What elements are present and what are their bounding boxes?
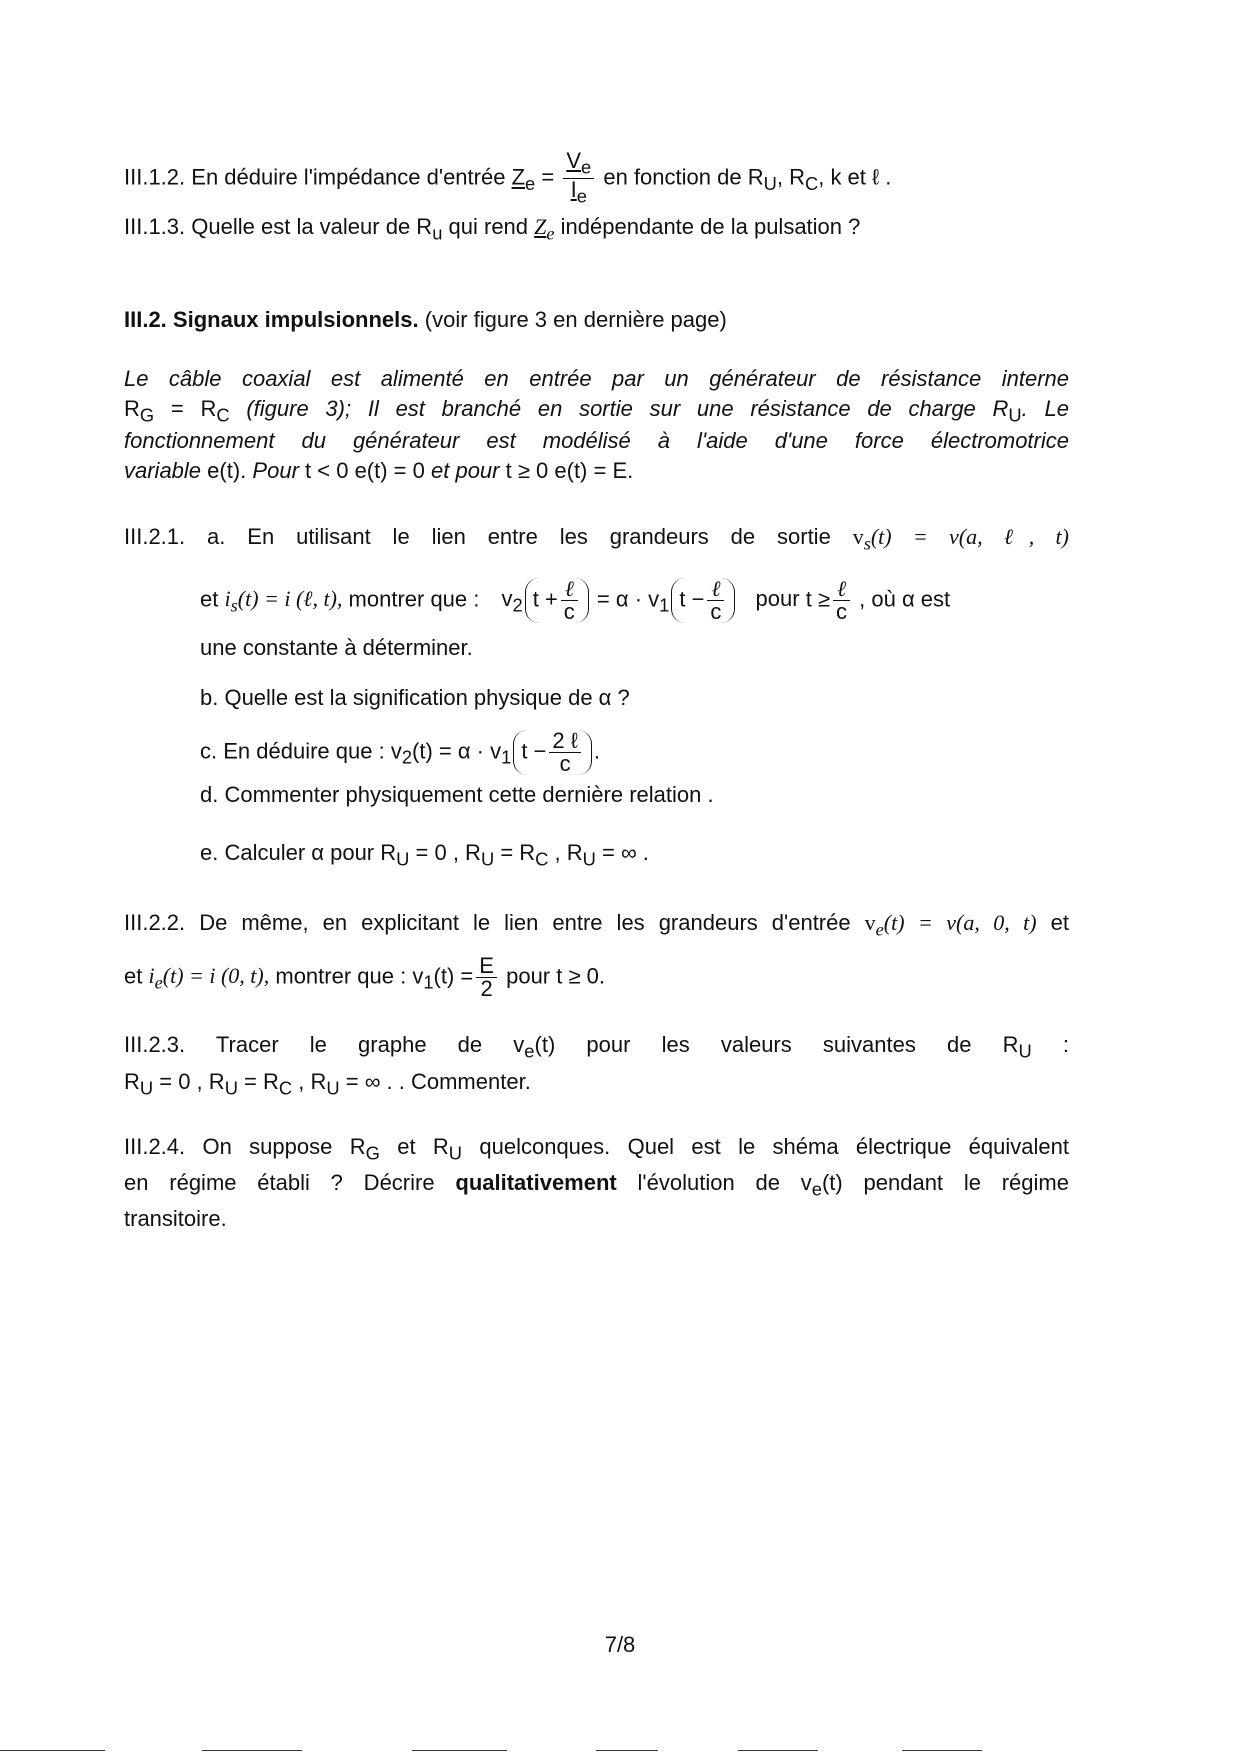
question-1-3 [124,212,860,248]
question-2-1-b [200,683,630,713]
question-text: Quelle est la valeur de R [191,214,433,239]
question-label: III.2.2. [124,910,186,935]
symbol: v [412,963,424,989]
section-label: III.2. [124,307,167,332]
question-text: et [124,963,143,989]
bottom-rule [596,1750,658,1751]
section-heading [124,305,727,335]
subscript: u [432,222,443,244]
symbol: = 0 , R [153,1069,225,1094]
question-text: Commenter. [410,1069,531,1094]
intro-text: Pour [252,458,299,483]
intro-text: . Le [1021,396,1069,421]
equation: (t) = i (ℓ, t), [237,586,343,612]
question-2-4-line-2 [124,1168,1069,1204]
symbol: = R [154,396,217,421]
numerator: ℓ [833,578,850,601]
question-text: Tracer le graphe de [215,1032,483,1057]
numerator: E [476,955,497,978]
symbol: , R [292,1069,327,1094]
question-text: et R [397,1134,449,1159]
paren-group [513,730,592,775]
subscript: G [139,404,155,426]
intro-line-1 [124,364,1069,394]
question-label: III.1.3. [124,214,186,239]
symbol: R [124,396,140,421]
condition: t ≥ 0. [556,963,606,989]
intro-text: fonctionnement du générateur est modélisé à l'aide d'une force électromotrice [124,428,1069,453]
emphasis-text: qualitativement [455,1170,617,1195]
question-text: , k et ℓ . [818,164,892,190]
question-label: III.2.4. [124,1134,186,1159]
subscript: U [139,1077,154,1099]
question-text: pour [506,963,551,989]
question-text: , où α est [859,586,951,612]
symbol: (t) [821,1170,843,1195]
symbol: v [513,1032,525,1057]
item-label: a. [207,524,226,549]
question-text: pour [755,586,800,612]
impedance-symbol: Z [511,164,526,190]
subscript: U [582,848,596,870]
subscript: U [326,1077,340,1099]
question-text: En utilisant le lien entre les grandeurs de sortie [247,524,831,549]
intro-text: et pour [431,458,500,483]
paren-group [671,578,735,623]
subscript: G [365,1142,380,1164]
question-label: III.2.3. [124,1032,186,1057]
question-2-1-c [200,730,600,775]
question-text: montrer que : [348,586,480,612]
question-2-1-e [200,838,649,874]
denominator: c [559,751,571,776]
bottom-rule [412,1750,507,1751]
symbol: i [148,963,155,989]
question-2-4-line-3 [124,1204,227,1234]
denominator: 2 [480,976,493,1001]
symbol: i [224,586,231,612]
question-2-3-line-1 [124,1030,1069,1066]
subscript: C [535,848,549,870]
bottom-rule [202,1750,302,1751]
subscript: U [224,1077,238,1099]
question-text: , R [776,164,805,190]
fraction-ve-ie [563,150,594,208]
subscript: 1 [659,594,670,616]
intro-line-2 [124,394,1069,430]
question-1-2 [124,150,1024,208]
symbol: = R [237,1069,279,1094]
subscript: e [546,223,555,244]
question-text: b. Quelle est la signification physique de α ? [200,685,630,710]
question-text: pour les valeurs suivantes de R [586,1032,1019,1057]
denominator: I [570,177,577,203]
subscript: U [763,173,777,195]
equals-sign: = [541,164,555,190]
question-2-3-line-2 [124,1067,531,1103]
subscript: U [1018,1040,1032,1062]
intro-text: variable [124,458,202,483]
question-text: qui rend [448,214,529,239]
symbol: = ∞ . . [339,1069,405,1094]
symbol: R [380,840,397,865]
question-2-1-a-line-3 [200,633,473,663]
question-2-1-a-line-1 [124,522,1069,558]
numerator: 2 ℓ [549,730,580,753]
subscript: U [396,848,410,870]
equation: (t) = v(a, ℓ, t) [870,524,1069,549]
question-text: quelconques. Quel est le shéma électrique équivalent [479,1134,1069,1159]
impedance-symbol: Z [534,214,547,239]
question-text: et [1050,910,1069,935]
symbol: (t) = α · v [412,738,502,764]
question-label: III.2.1. [124,524,186,549]
condition: t ≥ 0 e(t) = E. [505,458,634,483]
numerator: ℓ [707,578,724,601]
symbol: = ∞ . [595,840,649,865]
subscript: 2 [512,594,523,616]
subscript: e [524,1040,535,1062]
question-text: e. Calculer α pour [200,840,375,865]
symbol: . [593,738,600,764]
section-note: (voir figure 3 en dernière page) [424,307,727,332]
subscript: 1 [501,746,512,768]
question-text: indépendante de la pulsation ? [560,214,861,239]
denominator: c [710,599,722,624]
question-text: En déduire l'impédance d'entrée [191,164,506,190]
question-text: en fonction de R [603,164,764,190]
subscript: U [480,848,495,870]
symbol: e(t). [207,458,247,483]
denominator: c [563,599,575,624]
question-text: en régime établi ? Décrire [124,1170,435,1195]
page-number: 7/8 [604,1632,636,1657]
subscript: s [230,595,238,616]
symbol: t + [532,586,558,612]
symbol: , R [548,840,583,865]
question-text: d. Commenter physiquement cette dernière relation . [200,782,714,807]
symbol: = 0 , R [409,840,481,865]
symbol: v [501,586,513,612]
question-2-1-a-line-2 [200,578,1070,623]
numerator: V [566,148,582,173]
equation: (t) = v(a, 0, t) [883,910,1037,935]
subscript: U [448,1142,463,1164]
numerator: ℓ [561,578,578,601]
subscript: C [804,173,819,195]
equation: (t) = i (0, t), [162,963,270,989]
symbol: t − [521,738,547,764]
question-text: pendant le régime [863,1170,1069,1195]
question-2-2-line-1 [124,908,1069,944]
symbol: R [124,1069,140,1094]
subscript: e [581,156,592,178]
symbol: (t) = [433,963,474,989]
symbol: (t) [534,1032,556,1057]
paren-group [525,578,589,623]
symbol: t ≥ [805,586,831,612]
subscript: C [278,1077,293,1099]
intro-text: Le câble coaxial est alimenté en entrée par un générateur de résistance interne [124,366,1069,391]
symbol: = α · v [596,586,660,612]
symbol: v [852,524,864,549]
question-text: montrer que : [275,963,407,989]
bottom-rule [0,1750,105,1751]
symbol: v [800,1170,812,1195]
question-label: III.1.2. [124,164,186,190]
symbol: : [1062,1032,1069,1057]
subscript: C [216,404,230,426]
symbol: = R [494,840,536,865]
question-2-2-line-2 [124,955,605,1000]
subscript: 1 [423,971,434,993]
question-text: l'évolution de [637,1170,780,1195]
question-text: c. En déduire que : [200,738,385,764]
subscript: s [863,533,871,554]
intro-text: (figure 3); Il est branché en sortie sur une résistance de charge R [246,396,1009,421]
subscript: e [875,919,884,940]
subscript: e [576,185,587,207]
subscript: e [154,972,163,993]
question-2-1-d [200,780,714,810]
question-text: On suppose R [202,1134,366,1159]
symbol: t − [679,586,705,612]
intro-line-3 [124,426,1069,456]
bottom-rule [902,1750,982,1751]
denominator: c [836,599,848,624]
subscript: e [811,1178,822,1200]
bottom-rule [738,1750,818,1751]
question-text: transitoire. [124,1206,227,1231]
subscript: e [525,173,536,195]
question-text: De même, en explicitant le lien entre les grandeurs d'entrée [199,910,851,935]
condition: t < 0 e(t) = 0 [305,458,425,483]
section-title: Signaux impulsionnels. [172,307,419,332]
subscript: U [1008,404,1022,426]
question-text: une constante à déterminer. [200,635,473,660]
symbol: v [390,738,402,764]
symbol: v [864,910,876,935]
subscript: 2 [401,746,413,768]
intro-line-4 [124,456,633,486]
question-2-4-line-1 [124,1132,1069,1168]
question-text: et [200,586,219,612]
